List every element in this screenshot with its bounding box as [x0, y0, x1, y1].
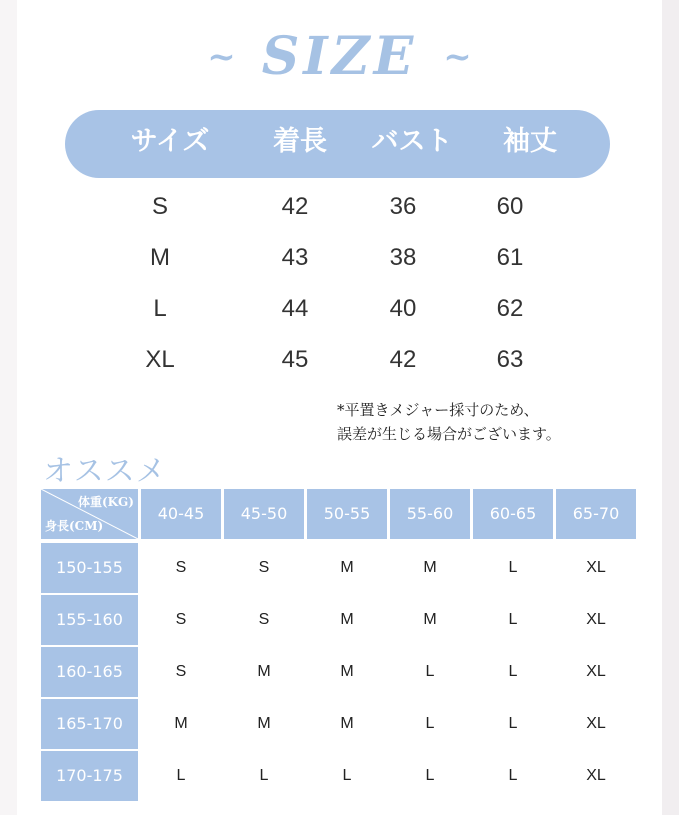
recommended-size-cell: M — [340, 611, 354, 628]
weight-header: 55-60 — [390, 489, 470, 539]
recommended-size-cell: L — [342, 767, 352, 784]
recommended-size-cell: L — [508, 767, 518, 784]
bust-cell: 38 — [389, 244, 417, 271]
weight-header: 45-50 — [224, 489, 304, 539]
corner-weight-label: 体重(KG) — [77, 495, 134, 509]
recommended-size-cell: M — [340, 715, 354, 732]
length-cell: 42 — [281, 193, 309, 220]
recommended-size-cell: M — [423, 559, 437, 576]
note-line-2: 誤差が生じる場合がございます。 — [337, 425, 561, 443]
header-size: サイズ — [130, 126, 210, 157]
recommended-size-cell: L — [259, 767, 269, 784]
recommended-size-cell: XL — [586, 715, 606, 732]
recommended-size-cell: L — [508, 559, 518, 576]
height-header: 150-155 — [41, 543, 138, 593]
size-cell: M — [150, 244, 170, 271]
sleeve-cell: 60 — [496, 193, 524, 220]
recommended-size-cell: S — [175, 663, 187, 680]
recommended-size-cell: XL — [586, 767, 606, 784]
size-row — [65, 187, 610, 227]
size-row — [65, 238, 610, 278]
recommended-size-cell: M — [174, 715, 188, 732]
recommended-size-cell: L — [508, 663, 518, 680]
measurement-note — [337, 398, 667, 446]
recommended-size-cell: XL — [586, 611, 606, 628]
recommended-size-cell: L — [425, 715, 435, 732]
corner-height-label: 身長(CM) — [45, 519, 104, 533]
height-header: 165-170 — [41, 699, 138, 749]
recommended-size-cell: S — [258, 611, 270, 628]
title-dash-left: ~ — [207, 37, 236, 77]
recommended-size-cell: M — [340, 663, 354, 680]
right-margin-strip — [662, 0, 679, 815]
recommended-size-cell: M — [257, 663, 271, 680]
header-length: 着長 — [273, 126, 327, 157]
recommended-size-cell: M — [423, 611, 437, 628]
recommended-size-cell: L — [508, 715, 518, 732]
title-dash-right: ~ — [443, 37, 472, 77]
height-header: 155-160 — [41, 595, 138, 645]
height-header: 160-165 — [41, 647, 138, 697]
height-header: 170-175 — [41, 751, 138, 801]
length-cell: 45 — [281, 346, 309, 373]
sleeve-cell: 61 — [496, 244, 524, 271]
size-cell: L — [153, 295, 167, 322]
sleeve-cell: 63 — [496, 346, 524, 373]
corner-header — [41, 489, 138, 539]
recommended-size-cell: L — [425, 767, 435, 784]
size-row — [65, 340, 610, 380]
size-chart-page — [17, 0, 662, 815]
bust-cell: 42 — [389, 346, 417, 373]
weight-header: 60-65 — [473, 489, 553, 539]
size-cell: XL — [145, 346, 175, 373]
recommended-size-cell: M — [340, 559, 354, 576]
size-title-block — [17, 22, 662, 92]
recommended-size-cell: L — [425, 663, 435, 680]
length-cell: 44 — [281, 295, 309, 322]
header-bust: バスト — [371, 126, 453, 157]
recommended-size-cell: S — [258, 559, 270, 576]
recommended-size-cell: L — [176, 767, 186, 784]
recommended-size-cell: L — [508, 611, 518, 628]
size-cell: S — [151, 193, 168, 220]
page-title: SIZE — [261, 26, 418, 87]
weight-header: 50-55 — [307, 489, 387, 539]
bust-cell: 40 — [389, 295, 417, 322]
recommended-size-cell: M — [257, 715, 271, 732]
note-line-1: *平置きメジャー採寸のため、 — [337, 401, 539, 419]
recommend-title: オススメ — [43, 454, 167, 489]
recommend-table — [41, 489, 638, 801]
size-row — [65, 289, 610, 329]
recommended-size-cell: XL — [586, 559, 606, 576]
recommended-size-cell: S — [175, 611, 187, 628]
weight-header: 65-70 — [556, 489, 636, 539]
recommended-size-cell: S — [175, 559, 187, 576]
size-table-header — [65, 110, 610, 178]
bust-cell: 36 — [389, 193, 417, 220]
length-cell: 43 — [281, 244, 309, 271]
header-sleeve: 袖丈 — [503, 126, 557, 157]
recommended-size-cell: XL — [586, 663, 606, 680]
sleeve-cell: 62 — [496, 295, 524, 322]
weight-header: 40-45 — [141, 489, 221, 539]
